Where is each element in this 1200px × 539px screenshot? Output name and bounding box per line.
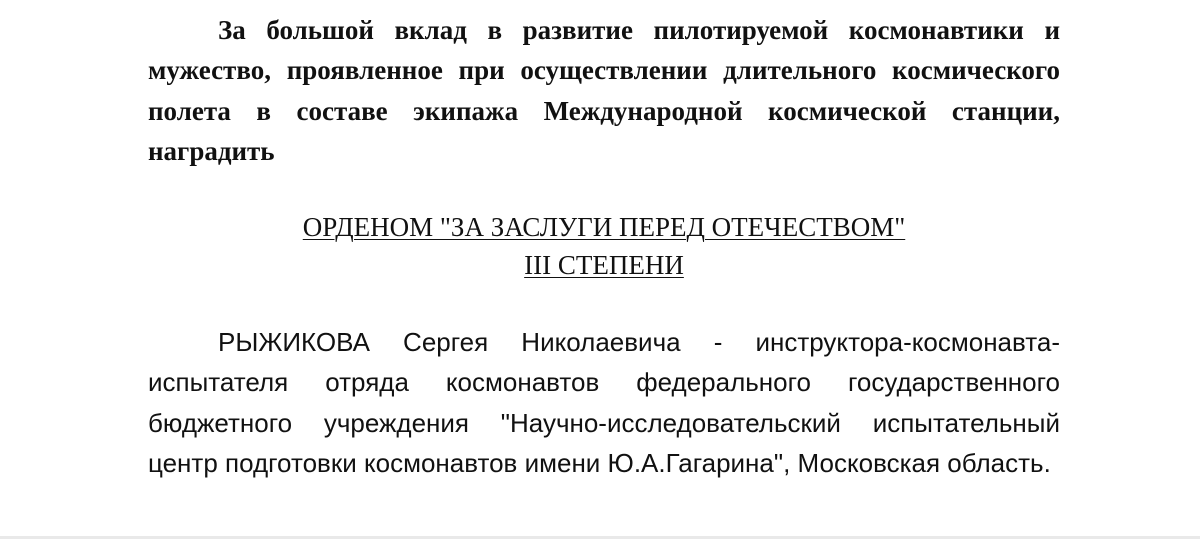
recipient-paragraph: [148, 322, 1060, 483]
award-title-line-1: ОРДЕНОМ "ЗА ЗАСЛУГИ ПЕРЕД ОТЕЧЕСТВОМ": [302, 212, 906, 242]
decree-intro-paragraph: За большой вклад в развитие пилотируемой космонавтики и мужество, проявленное при осуществлении длительного космического полета в составе экипажа Международной космической станции, наградить: [148, 15, 1060, 166]
award-title: [148, 208, 1060, 284]
recipient-name: РЫЖИКОВА Сергея Николаевича: [218, 327, 681, 357]
recipient-description: - инструктора-космонавта-испытателя отряда космонавтов федерального государственного бюджетного учреждения "Научно-исследовательский испытательный центр подготовки космонавтов имени Ю.А.Гагарина", Московская область.: [148, 327, 1060, 478]
award-title-line-2: III СТЕПЕНИ: [524, 250, 684, 280]
